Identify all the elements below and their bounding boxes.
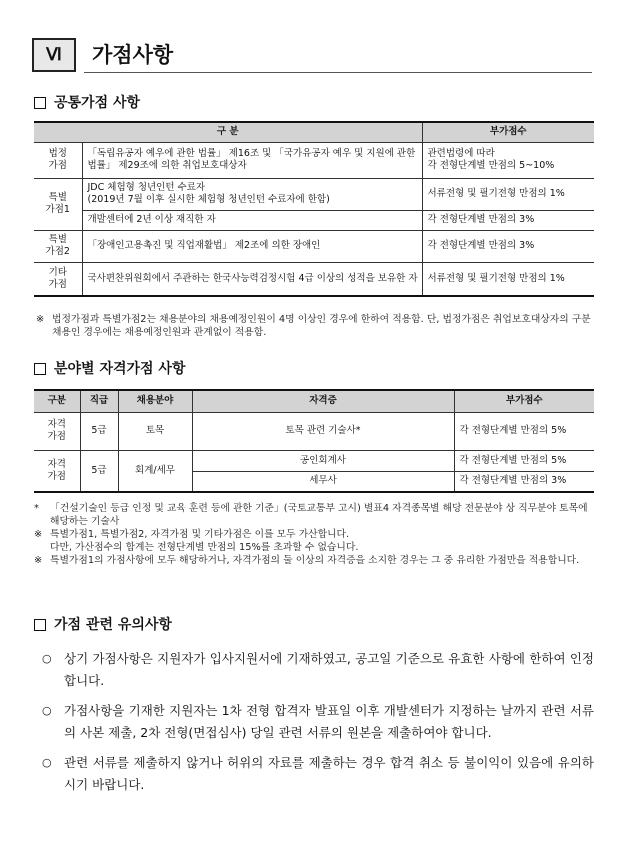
table-row (34, 210, 594, 230)
bonus-caution-heading-text: 가점 관련 유의사항 (54, 617, 172, 633)
category-cell: 특별 가점1 (34, 178, 82, 230)
certificate-cell: 세무사 (192, 471, 454, 492)
page-title: 가점사항 (92, 43, 174, 67)
table-row (34, 450, 594, 471)
score-cell: 각 전형단계별 만점의 3% (454, 471, 594, 492)
title-underline (84, 72, 592, 73)
description-cell: 개발센터에 2년 이상 재직한 자 (82, 210, 422, 230)
note-mark: * (34, 503, 39, 514)
list-item-text: 관련 서류를 제출하지 않거나 허위의 자료를 제출하는 경우 합격 취소 등 불이익이 있음에 유의하시기 바랍니다. (64, 755, 594, 792)
description-cell: 국사편찬위원회에서 주관하는 한국사능력검정시험 4급 이상의 성적을 보유한 자 (82, 262, 422, 296)
caution-list (42, 648, 594, 804)
column-header-category: 구분 (34, 390, 80, 412)
qualification-bonus-table (34, 389, 594, 493)
square-bullet-icon (34, 97, 46, 109)
score-cell: 서류전형 및 필기전형 만점의 1% (422, 262, 594, 296)
category-cell: 자격 가점 (34, 450, 80, 492)
score-cell: 각 전형단계별 만점의 5% (454, 450, 594, 471)
table-row (34, 262, 594, 296)
common-bonus-table (34, 121, 594, 297)
square-bullet-icon (34, 619, 46, 631)
column-header-category: 구 분 (34, 122, 422, 142)
note-mark: ※ (34, 529, 43, 540)
list-item (42, 700, 594, 744)
page-header (32, 38, 592, 74)
field-cell: 회계/세무 (118, 450, 192, 492)
list-item (42, 752, 594, 796)
category-cell: 기타 가점 (34, 262, 82, 296)
column-header-certificate: 자격증 (192, 390, 454, 412)
score-cell: 서류전형 및 필기전형 만점의 1% (422, 178, 594, 210)
description-cell: 「독립유공자 예우에 관한 법률」 제16조 및 「국가유공자 예우 및 지원에 관한 법률」 제29조에 의한 취업보호대상자 (82, 142, 422, 178)
description-cell: JDC 체험형 청년인턴 수료자 (2019년 7월 이후 실시한 체험형 청년인턴 수료자에 한함) (82, 178, 422, 210)
note-mark: ※ (36, 314, 45, 325)
qualification-bonus-heading (34, 360, 185, 378)
table-row (34, 178, 594, 210)
note-text: 다만, 가산점수의 합계는 전형단계별 만점의 15%를 초과할 수 없습니다. (50, 542, 359, 553)
certificate-cell: 토목 관련 기술사* (192, 412, 454, 450)
circle-bullet-icon: ○ (42, 756, 52, 769)
column-header-field: 채용분야 (118, 390, 192, 412)
column-header-grade: 직급 (80, 390, 118, 412)
note-text: 「건설기술인 등급 인정 및 교육 훈련 등에 관한 기준」(국토교통부 고시) 별표4 자격종목별 해당 전문분야 상 직무분야 토목에 해당하는 기술사 (50, 503, 588, 527)
table-row (34, 412, 594, 450)
qualification-notes (34, 502, 594, 567)
qualification-bonus-heading-text: 분야별 자격가점 사항 (54, 361, 186, 377)
note-item (34, 528, 594, 541)
section-number-badge: Ⅵ (32, 38, 76, 72)
legal-bonus-note (36, 313, 594, 339)
score-cell: 관련법령에 따라 각 전형단계별 만점의 5~10% (422, 142, 594, 178)
column-header-score: 부가점수 (422, 122, 594, 142)
list-item (42, 648, 594, 692)
common-bonus-heading (34, 94, 140, 112)
column-header-score: 부가점수 (454, 390, 594, 412)
grade-cell: 5급 (80, 412, 118, 450)
table-row (34, 230, 594, 262)
note-mark (34, 541, 50, 554)
circle-bullet-icon: ○ (42, 652, 52, 665)
note-text: 특별가점1, 특별가점2, 자격가점 및 기타가점은 이를 모두 가산합니다. (50, 529, 350, 540)
category-cell: 법정 가점 (34, 142, 82, 178)
field-cell: 토목 (118, 412, 192, 450)
list-item-text: 가점사항을 기재한 지원자는 1차 전형 합격자 발표일 이후 개발센터가 지정하는 날까지 관련 서류의 사본 제출, 2차 전형(면접심사) 당일 관련 서류의 원본을 제출하여야 합니다. (64, 703, 594, 740)
score-cell: 각 전형단계별 만점의 5% (454, 412, 594, 450)
note-item (34, 541, 594, 554)
bonus-caution-heading (34, 616, 172, 634)
note-mark: ※ (34, 555, 43, 566)
table-row (34, 142, 594, 178)
category-cell: 자격 가점 (34, 412, 80, 450)
note-text: 특별가점1의 가점사항에 모두 해당하거나, 자격가점의 둘 이상의 자격증을 소지한 경우는 그 중 유리한 가점만을 적용합니다. (50, 555, 580, 566)
category-cell: 특별 가점2 (34, 230, 82, 262)
score-cell: 각 전형단계별 만점의 3% (422, 230, 594, 262)
score-cell: 각 전형단계별 만점의 3% (422, 210, 594, 230)
note-text: 법정가점과 특별가점2는 채용분야의 채용예정인원이 4명 이상인 경우에 한하여 적용함. 단, 법정가점은 취업보호대상자의 구분채용인 경우에는 채용예정인원과 관계없이 적용함. (52, 314, 591, 338)
description-cell: 「장애인고용촉진 및 직업재활법」 제2조에 의한 장애인 (82, 230, 422, 262)
note-item (34, 554, 594, 567)
certificate-cell: 공인회계사 (192, 450, 454, 471)
grade-cell: 5급 (80, 450, 118, 492)
common-bonus-heading-text: 공통가점 사항 (54, 95, 141, 111)
square-bullet-icon (34, 363, 46, 375)
list-item-text: 상기 가점사항은 지원자가 입사지원서에 기재하였고, 공고일 기준으로 유효한 사항에 한하여 인정합니다. (64, 651, 594, 688)
note-item (34, 502, 594, 528)
circle-bullet-icon: ○ (42, 704, 52, 717)
